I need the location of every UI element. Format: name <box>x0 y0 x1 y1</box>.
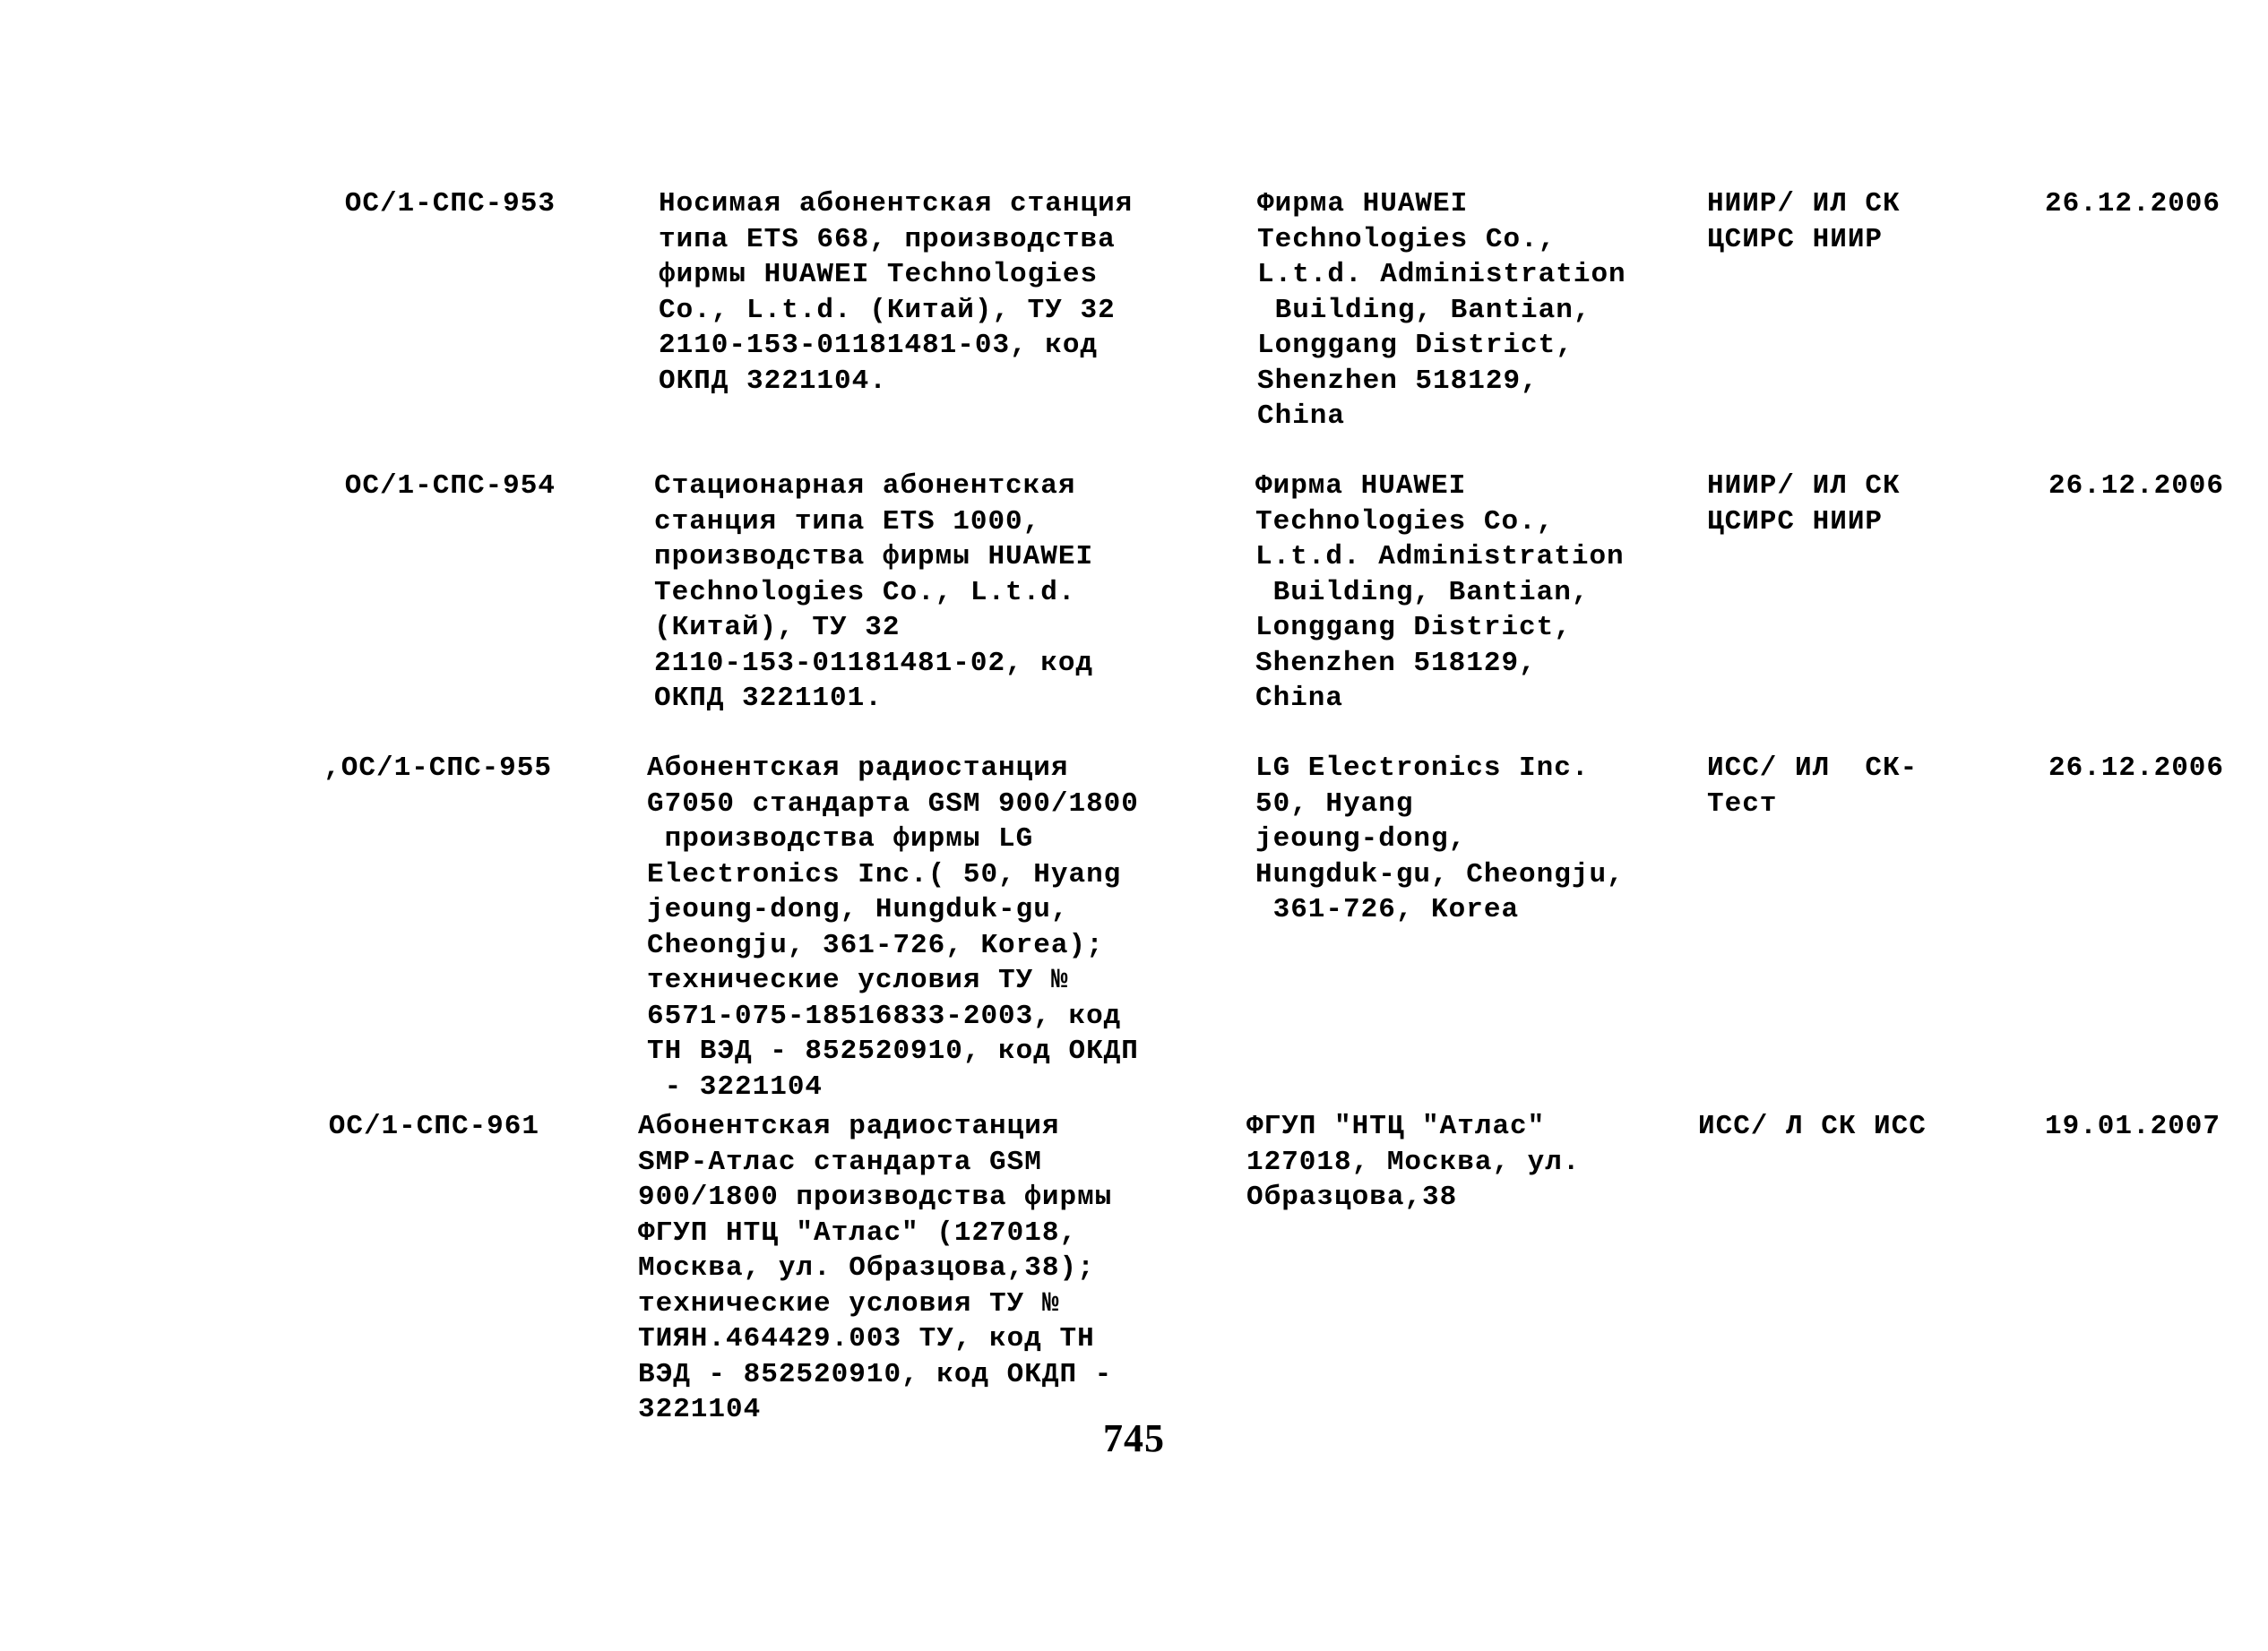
equipment-description: Абонентская радиостанция G7050 стандарта GSM 900/1800 производства фирмы LG Electronics Inc.( 50, Hyang jeoung-dong, Hungduk-gu, Cheongju, 361-726, Korea); технические условия ТУ № 6571-075-18516833-2003, код ТН ВЭД - 852520910, код ОКДП - 3221104 <box>647 752 1139 1103</box>
equipment-description: Стационарная абонентская станция типа ETS 1000, производства фирмы HUAWEI Technologies Co., L.t.d. (Китай), ТУ 32 2110-153-01181481-02, код ОКПД 3221101. <box>654 470 1094 714</box>
manufacturer: ФГУП "НТЦ "Атлас" 127018, Москва, ул. Образцова,38 <box>1246 1111 1581 1213</box>
registration-date: 26.12.2006 <box>2048 470 2224 502</box>
certificate-code: ОС/1-СПС-954 <box>344 470 556 502</box>
registration-date: 19.01.2007 <box>2044 1111 2221 1142</box>
registration-date: 26.12.2006 <box>2044 188 2221 219</box>
register-entry <box>0 469 2268 717</box>
manufacturer: Фирма HUAWEI Technologies Co., L.t.d. Administration Building, Bantian, Longgang District, Shenzhen 518129, China <box>1255 470 1625 714</box>
register-entry <box>0 186 2268 434</box>
equipment-description: Абонентская радиостанция SMP-Атлас стандарта GSM 900/1800 производства фирмы ФГУП НТЦ "Атлас" (127018, Москва, ул. Образцова,38); технические условия ТУ № ТИЯН.464429.003 ТУ, код ТН ВЭД - 852520910, код ОКДП - 3221104 <box>638 1111 1113 1425</box>
certificate-code: ОС/1-СПС-961 <box>328 1111 539 1142</box>
register-entry <box>0 1109 2268 1425</box>
manufacturer: LG Electronics Inc. 50, Hyang jeoung-dong, Hungduk-gu, Cheongju, 361-726, Korea <box>1255 752 1625 925</box>
register-entry <box>0 751 2268 1103</box>
testing-laboratory: НИИР/ ИЛ СК ЦСИРС НИИР <box>1707 188 1901 255</box>
registration-date: 26.12.2006 <box>2048 752 2224 784</box>
manufacturer: Фирма HUAWEI Technologies Co., L.t.d. Administration Building, Bantian, Longgang District, Shenzhen 518129, China <box>1257 188 1626 432</box>
testing-laboratory: НИИР/ ИЛ СК ЦСИРС НИИР <box>1707 470 1901 537</box>
certificate-code: ОС/1-СПС-953 <box>344 188 556 219</box>
equipment-description: Носимая абонентская станция типа ETS 668, производства фирмы HUAWEI Technologies Co., L.t.d. (Китай), ТУ 32 2110-153-01181481-03, код ОКПД 3221104. <box>659 188 1134 397</box>
testing-laboratory: ИСС/ ИЛ СК- Тест <box>1707 752 1919 820</box>
testing-laboratory: ИСС/ Л СК ИСС <box>1698 1111 1927 1142</box>
page-number: 745 <box>1103 1416 1165 1460</box>
certificate-code: ,ОС/1-СПС-955 <box>323 752 552 784</box>
